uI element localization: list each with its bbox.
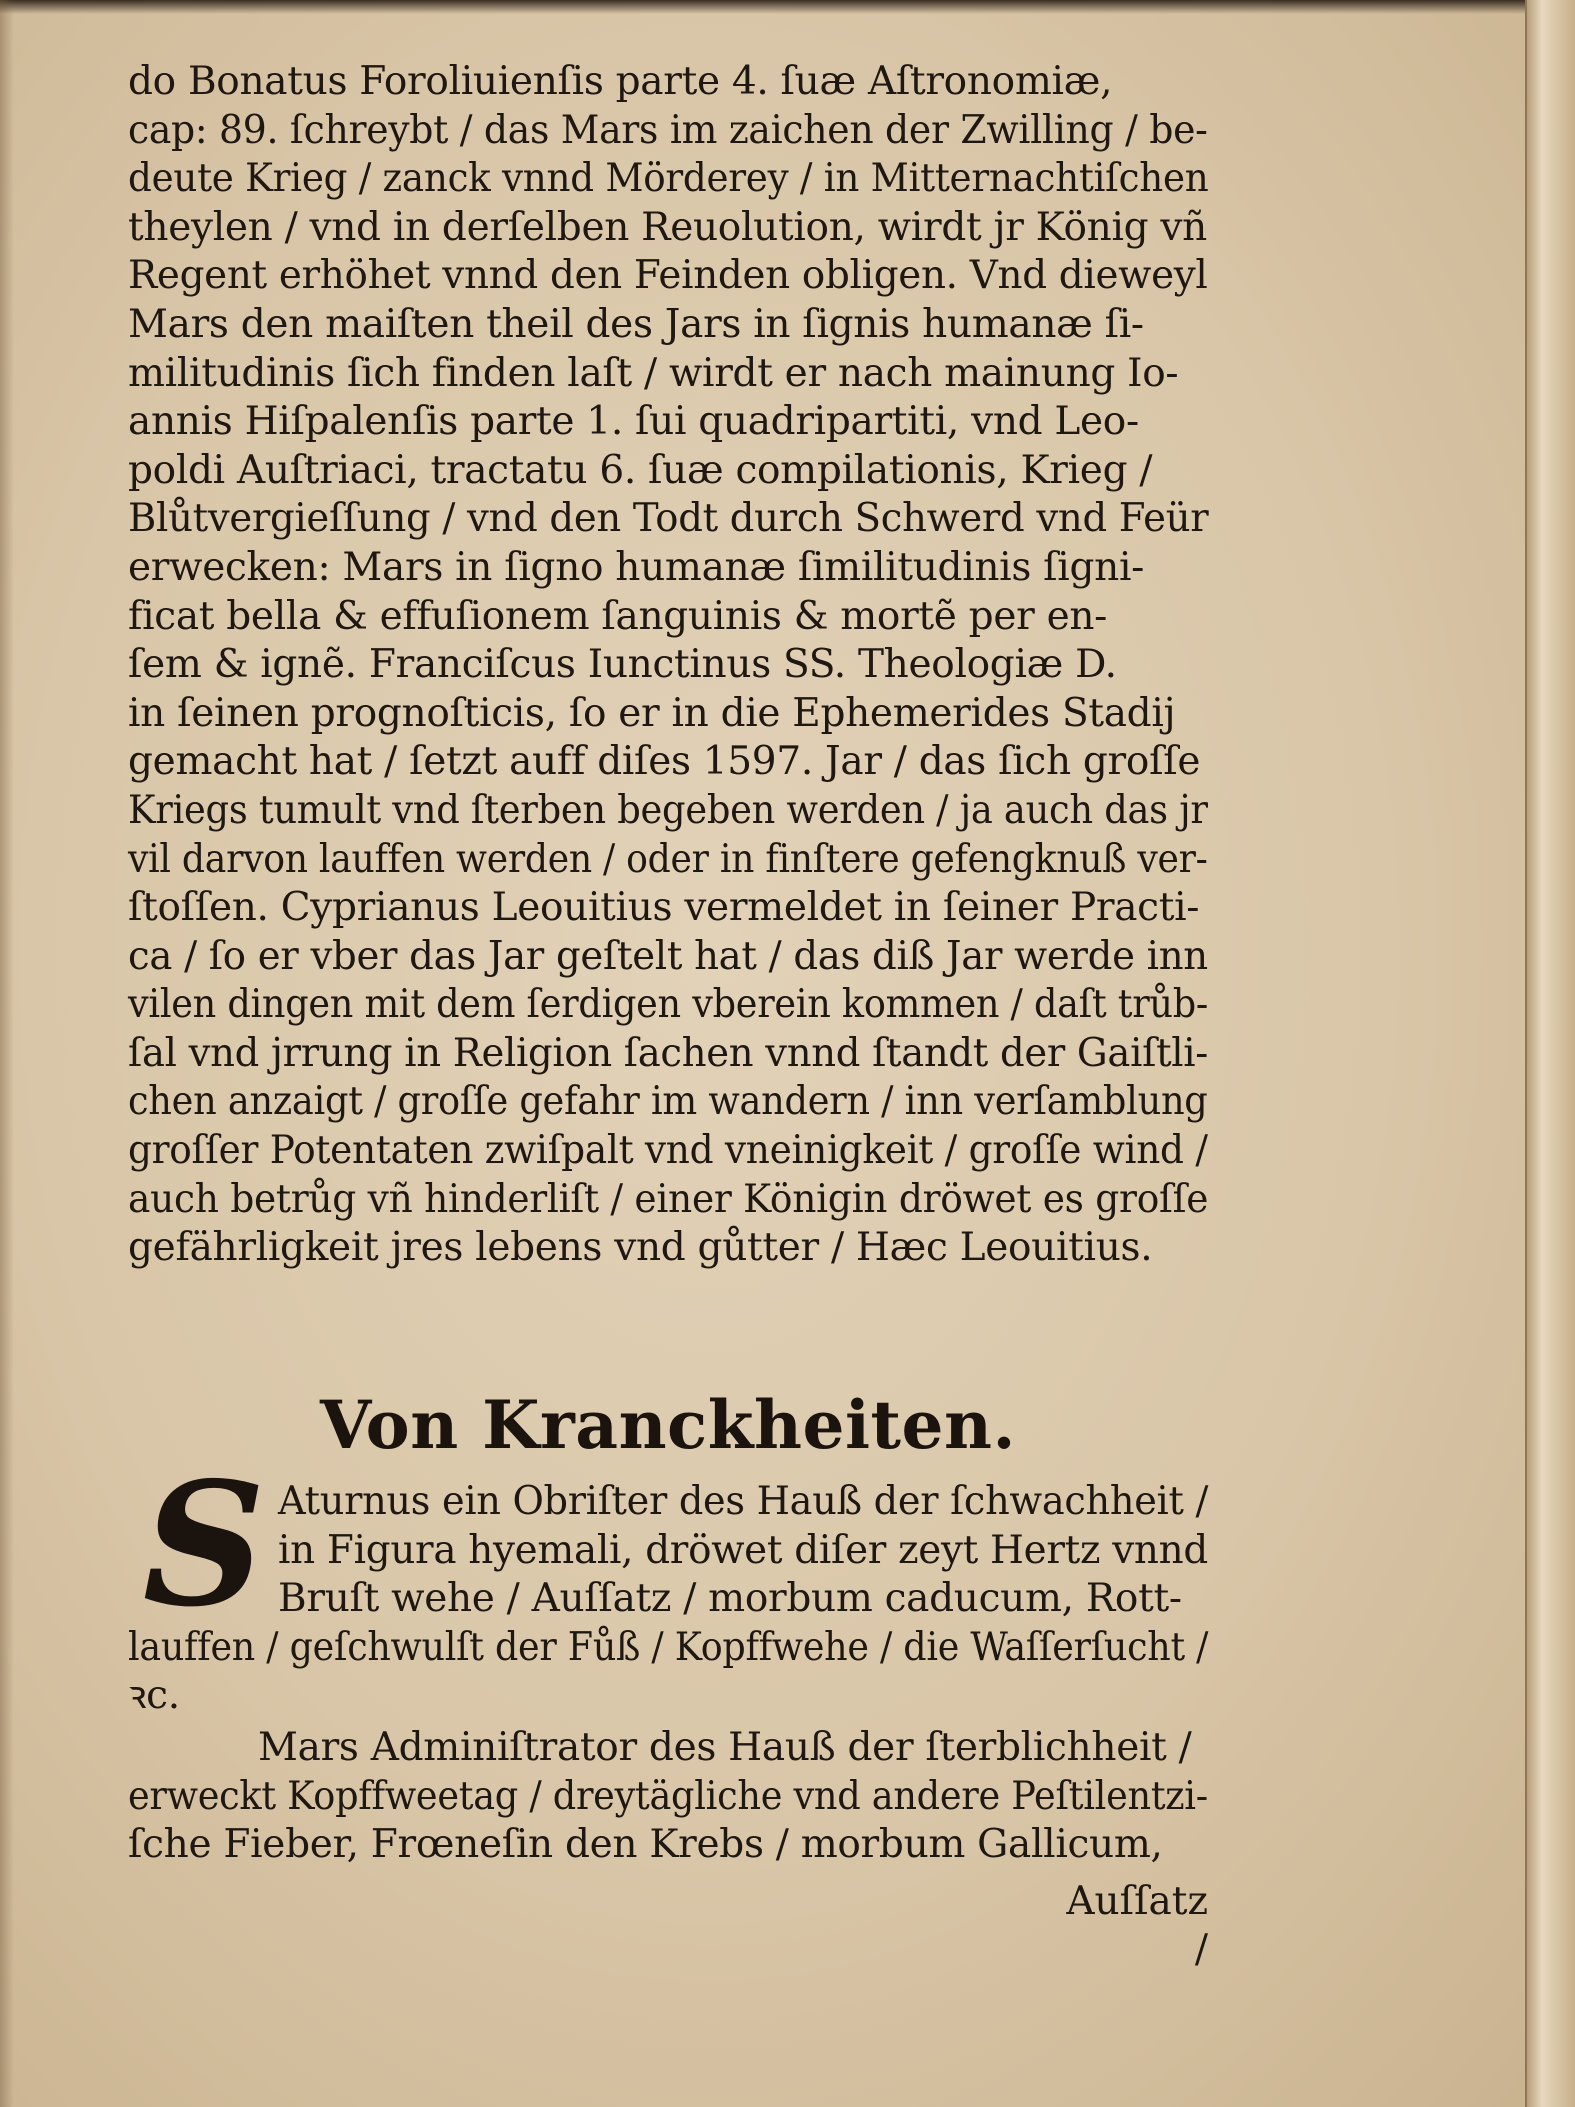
text-line: ſche Fieber, Frœneſin den Krebs / morbum Gallicum, (128, 1822, 1163, 1868)
diseases-paragraph (128, 1478, 1208, 1721)
text-line: Regent erhöhet vnnd den Feinden obligen. Vnd dieweyl (128, 253, 1208, 299)
text-line: erwecken: Mars in ſigno humanæ ſimilitudinis ſigni- (128, 544, 1145, 590)
text-line: Blůtvergieſſung / vnd den Todt durch Schwerd vnd Feür (128, 496, 1209, 542)
text-line: in Figura hyemali, dröwet diſer zeyt Hertz vnnd (278, 1527, 1208, 1573)
page-left-edge (0, 0, 14, 2107)
text-line: Mars den maiſten theil des Jars in ſignis humanæ ſi- (128, 301, 1144, 347)
text-line: do Bonatus Foroliuienſis parte 4. ſuæ Aſtronomiæ, (128, 59, 1113, 104)
text-line: auch betrůg vñ hinderliſt / einer Königin dröwet es groſſe (128, 1176, 1209, 1222)
text-line: Aturnus ein Obriſter des Hauß der ſchwachheit / (278, 1479, 1209, 1524)
section-heading: Von Kranckheiten. (320, 1386, 1016, 1464)
text-line: Bruſt wehe / Auſſatz / morbum caducum, Rott- (278, 1576, 1182, 1622)
mars-paragraph (128, 1724, 1208, 1870)
text-line: vil darvon lauffen werden / oder in finſtere gefengknuß ver- (128, 836, 1208, 882)
text-line: ſem & ignẽ. Franciſcus Iunctinus SS. Theologiæ D. (128, 642, 1117, 688)
text-line: ficat bella & effuſionem ſanguinis & mortẽ per en- (128, 593, 1108, 639)
text-line: chen anzaigt / groſſe gefahr im wandern / inn verſamblung (128, 1079, 1208, 1125)
text-line: ſtoſſen. Cyprianus Leouitius vermeldet in ſeiner Practi- (128, 885, 1200, 931)
text-line: groſſer Potentaten zwiſpalt vnd vneinigkeit / groſſe wind / (128, 1128, 1208, 1174)
text-line: annis Hiſpalenſis parte 1. ſui quadripartiti, vnd Leo- (128, 399, 1139, 445)
main-paragraph (128, 58, 1208, 1273)
text-line: poldi Auſtriaci, tractatu 6. ſuæ compilationis, Krieg / (128, 447, 1153, 493)
text-line: deute Krieg / zanck vnnd Mörderey / in Mitternachtiſchen (128, 156, 1209, 202)
text-line: ꝛc. (128, 1673, 180, 1719)
text-line: ca / ſo er vber das Jar geſtelt hat / das diß Jar werde inn (128, 933, 1208, 979)
decorated-initial: S (142, 1445, 266, 1645)
text-line: vilen dingen mit dem ſerdigen vberein kommen / daſt trůb- (128, 982, 1208, 1028)
text-line: theylen / vnd in derſelben Reuolution, wirdt jr König vñ (128, 204, 1207, 250)
text-line: ſal vnd jrrung in Religion ſachen vnnd ſtandt der Gaiſtli- (128, 1030, 1209, 1076)
page-top-shadow (0, 0, 1575, 14)
text-line: lauffen / geſchwulſt der Fůß / Kopffwehe / die Waſſerſucht / (128, 1624, 1209, 1670)
text-line: Kriegs tumult vnd ſterben begeben werden / ja auch das jr (128, 787, 1208, 833)
text-line: militudinis ſich finden laſt / wirdt er nach mainung Io- (128, 350, 1179, 396)
text-line: Mars Adminiſtrator des Hauß der ſterblichheit / (258, 1725, 1192, 1770)
text-line: gefährligkeit jres lebens vnd gůtter / Hæc Leouitius. (128, 1225, 1153, 1271)
text-line: erweckt Kopffweetag / dreytägliche vnd andere Peſtilentzi- (128, 1773, 1208, 1819)
catchword: Auſſatz / (1066, 1879, 1208, 1972)
page-gutter (1525, 0, 1575, 2107)
text-line: gemacht hat / ſetzt auff diſes 1597. Jar / das ſich groſſe (128, 739, 1201, 785)
text-line: in ſeinen prognoſticis, ſo er in die Ephemerides Stadij (128, 690, 1176, 736)
text-line: cap: 89. ſchreybt / das Mars im zaichen der Zwilling / be- (128, 107, 1208, 153)
